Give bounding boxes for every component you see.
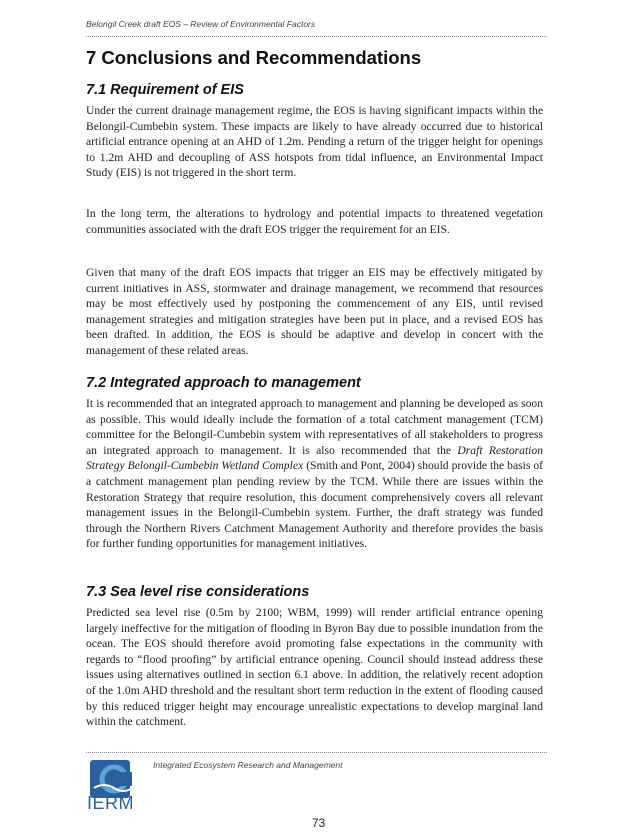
paragraph-7-1-c: Given that many of the draft EOS impacts that trigger an EIS may be effectively mitigated by current initiatives in ASS, stormwater and drainage management, we recommend that resources may be most effectively used by postponing the commencement of any EIS, until revised management strategies and mitigation strategies have been put in place, and a revised EOS has been drafted. In addition, the EOS is should be adaptive and develop in concert with the management of these related areas. xyxy=(86,266,543,357)
paragraph-7-1-b: In the long term, the alterations to hydrology and potential impacts to threatened vegetation communities associated with the draft EOS trigger the requirement for an EIS. xyxy=(86,207,543,236)
cited-document-title: Draft Restoration Strategy Belongil-Cumbebin Wetland Complex xyxy=(86,443,543,473)
running-header: Belongil Creek draft EOS – Review of Environmental Factors xyxy=(86,19,316,29)
footer-divider xyxy=(86,752,547,753)
logo-wordmark: IERM xyxy=(87,793,134,813)
header-divider xyxy=(86,36,547,37)
subsection-heading-7-1: 7.1 Requirement of EIS xyxy=(86,82,244,98)
footer-organization: Integrated Ecosystem Research and Management xyxy=(153,760,343,770)
paragraph-7-2-text: It is recommended that an integrated approach to management and planning be developed as soon as possible. This would ideally include the formation of a total catchment management (TCM) committee for the Belongil-Cumbebin system with representatives of all stakeholders to progress an integrated approach to management. It is also recommended that the Draft Restoration Strategy Belongil-Cumbebin Wetland Complex (Smith and Pont, 2004) should provide the basis of a catchment management plan pending review by the TCM. While there are issues within the Restoration Strategy that require resolution, this document comprehensively covers all relevant management issues in the Belongil-Cumbebin system. Further, the draft strategy was funded through the Northern Rivers Catchment Management Authority and therefore provides the basis for further funding opportunities for management initiatives. xyxy=(86,397,543,551)
subsection-heading-7-2: 7.2 Integrated approach to management xyxy=(86,375,361,391)
section-title: 7 Conclusions and Recommendations xyxy=(86,47,422,68)
paragraph-7-2 xyxy=(86,396,543,552)
paragraph-7-1-a: Under the current drainage management regime, the EOS is having significant impacts within the Belongil-Cumbebin system. These impacts are likely to have already occurred due to historical artificial entrance opening at an AHD of 1.2m. Pending a return of the trigger height for openings to 1.2m AHD and decoupling of ASS hotspots from tidal influence, an Environmental Impact Study (EIS) is not triggered in the short term. xyxy=(86,104,543,180)
page-number: 73 xyxy=(311,816,326,830)
subsection-heading-7-3: 7.3 Sea level rise considerations xyxy=(86,584,310,600)
paragraph-7-3: Predicted sea level rise (0.5m by 2100; WBM, 1999) will render artificial entrance opening largely ineffective for the mitigation of flooding in Byron Bay due to possible inundation from the ocean. The EOS should therefore avoid promoting false expectations in the community with regards to “flood proofing” by artificial entrance opening. Council should instead address these issues using alternatives outlined in section 6.1 above. In addition, the relatively recent adoption of the 1.0m AHD threshold and the resultant short term reduction in the extent of flooding caused by this reduced trigger height may encourage unrealistic expectations to develop marginal land within the catchment. xyxy=(86,606,543,729)
